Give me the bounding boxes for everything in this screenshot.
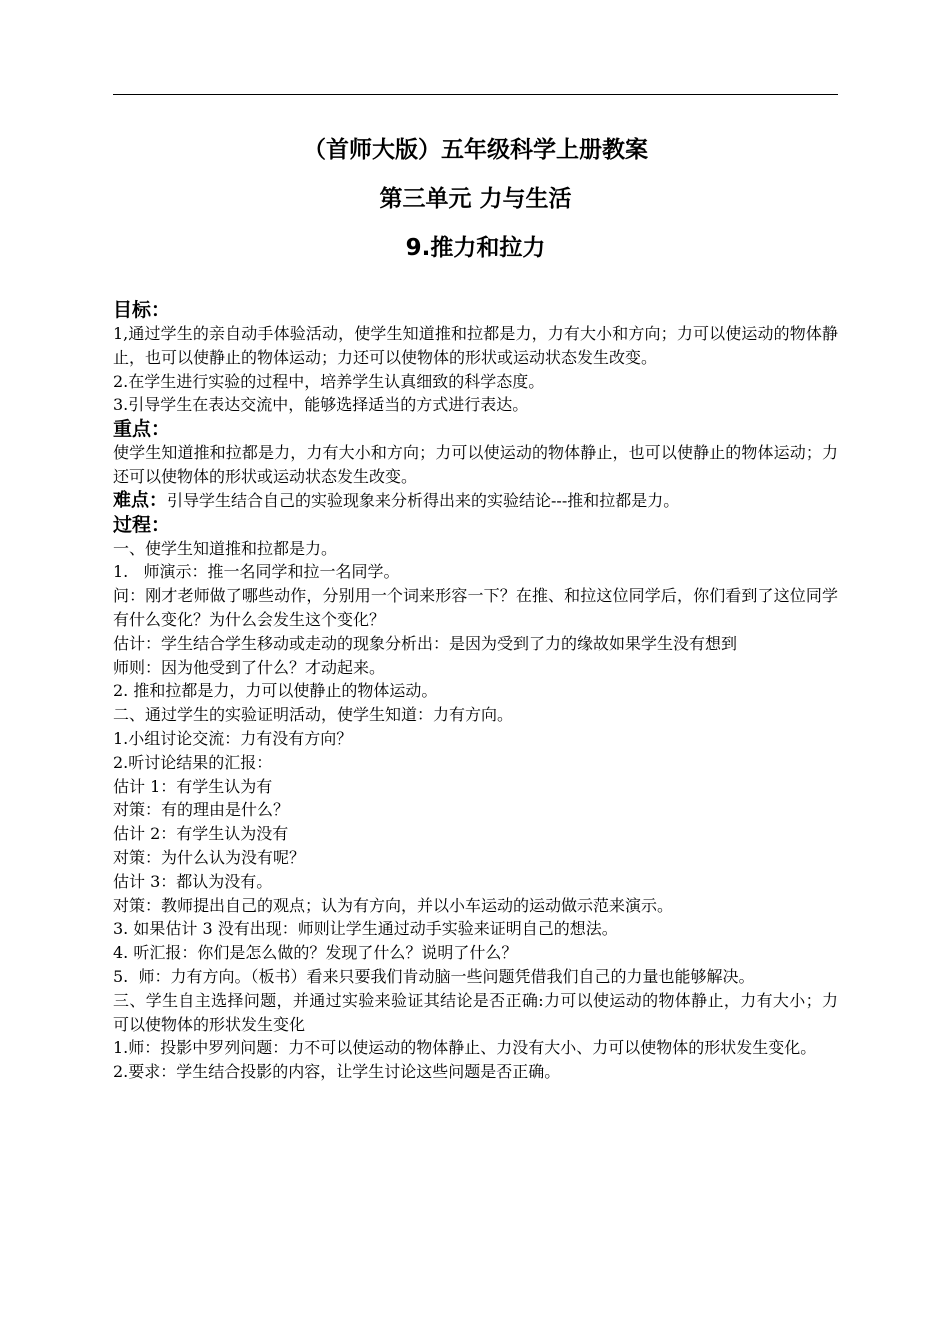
process-line: 估计：学生结合学生移动或走动的现象分析出：是因为受到了力的缘故如果学生没有想到 bbox=[113, 633, 738, 653]
key-points-text: 使学生知道推和拉都是力，力有大小和方向；力可以使运动的物体静止，也可以使静止的物体运动；力还可以使物体的形状或运动状态发生改变。 bbox=[113, 443, 838, 486]
process-line: 5. 师：力有方向。（板书）看来只要我们肯动脑一些问题凭借我们自己的力量也能够解决。 bbox=[113, 966, 755, 986]
document-body bbox=[113, 298, 838, 1084]
process-line: 2.听讨论结果的汇报： bbox=[113, 752, 273, 772]
process-line: 1. 师演示：推一名同学和拉一名同学。 bbox=[113, 562, 400, 582]
lesson-title: 9.推力和拉力 bbox=[405, 235, 546, 261]
objectives-heading: 目标： bbox=[113, 299, 171, 321]
header-rule bbox=[113, 94, 838, 95]
document-title: （首师大版）五年级科学上册教案 bbox=[303, 137, 648, 163]
process-line: 估计 3：都认为没有。 bbox=[113, 871, 273, 891]
difficulty-heading: 难点： bbox=[113, 489, 167, 511]
difficulty-text: 引导学生结合自己的实验现象来分析得出来的实验结论---推和拉都是力。 bbox=[167, 490, 680, 510]
difficulty-line bbox=[113, 489, 838, 513]
process-line: 问：刚才老师做了哪些动作，分别用一个词来形容一下？在推、和拉这位同学后，你们看到了这位同学有什么变化？为什么会发生这个变化？ bbox=[113, 586, 838, 629]
process-line: 估计 2：有学生认为没有 bbox=[113, 824, 289, 844]
objective-item: 3.引导学生在表达交流中，能够选择适当的方式进行表达。 bbox=[113, 395, 529, 415]
process-line: 估计 1：有学生认为有 bbox=[113, 776, 273, 796]
key-points-heading: 重点： bbox=[113, 418, 171, 441]
process-heading: 过程： bbox=[113, 513, 171, 536]
process-line: 二、通过学生的实验证明活动，使学生知道：力有方向。 bbox=[113, 705, 514, 725]
objective-item: 1,通过学生的亲自动手体验活动，使学生知道推和拉都是力，力有大小和方向；力可以使运动的物体静止，也可以使静止的物体运动；力还可以使物体的形状或运动状态发生改变。 bbox=[113, 324, 838, 367]
process-line: 2.要求：学生结合投影的内容，让学生讨论这些问题是否正确。 bbox=[113, 1062, 561, 1082]
unit-title: 第三单元 力与生活 bbox=[379, 186, 572, 212]
process-line: 3. 如果估计 3 没有出现：师则让学生通过动手实验来证明自己的想法。 bbox=[113, 919, 618, 939]
process-line: 师则：因为他受到了什么？才动起来。 bbox=[113, 657, 386, 677]
process-line: 1.小组讨论交流：力有没有方向？ bbox=[113, 728, 353, 748]
process-line: 对策：教师提出自己的观点；认为有方向，并以小车运动的运动做示范来演示。 bbox=[113, 895, 674, 915]
process-line: 三、学生自主选择问题，并通过实验来验证其结论是否正确:力可以使运动的物体静止，力有大小；力可以使物体的形状发生变化 bbox=[113, 990, 838, 1034]
process-line: 2. 推和拉都是力，力可以使静止的物体运动。 bbox=[113, 681, 438, 701]
process-line: 对策：为什么认为没有呢？ bbox=[113, 847, 306, 867]
process-line: 对策：有的理由是什么？ bbox=[113, 800, 290, 820]
process-line: 一、使学生知道推和拉都是力。 bbox=[113, 538, 338, 558]
process-line: 4. 听汇报：你们是怎么做的？发现了什么？说明了什么？ bbox=[113, 943, 518, 963]
process-line: 1.师：投影中罗列问题：力不可以使运动的物体静止、力没有大小、力可以使物体的形状发生变化。 bbox=[113, 1038, 817, 1058]
objective-item: 2.在学生进行实验的过程中，培养学生认真细致的科学态度。 bbox=[113, 371, 545, 391]
